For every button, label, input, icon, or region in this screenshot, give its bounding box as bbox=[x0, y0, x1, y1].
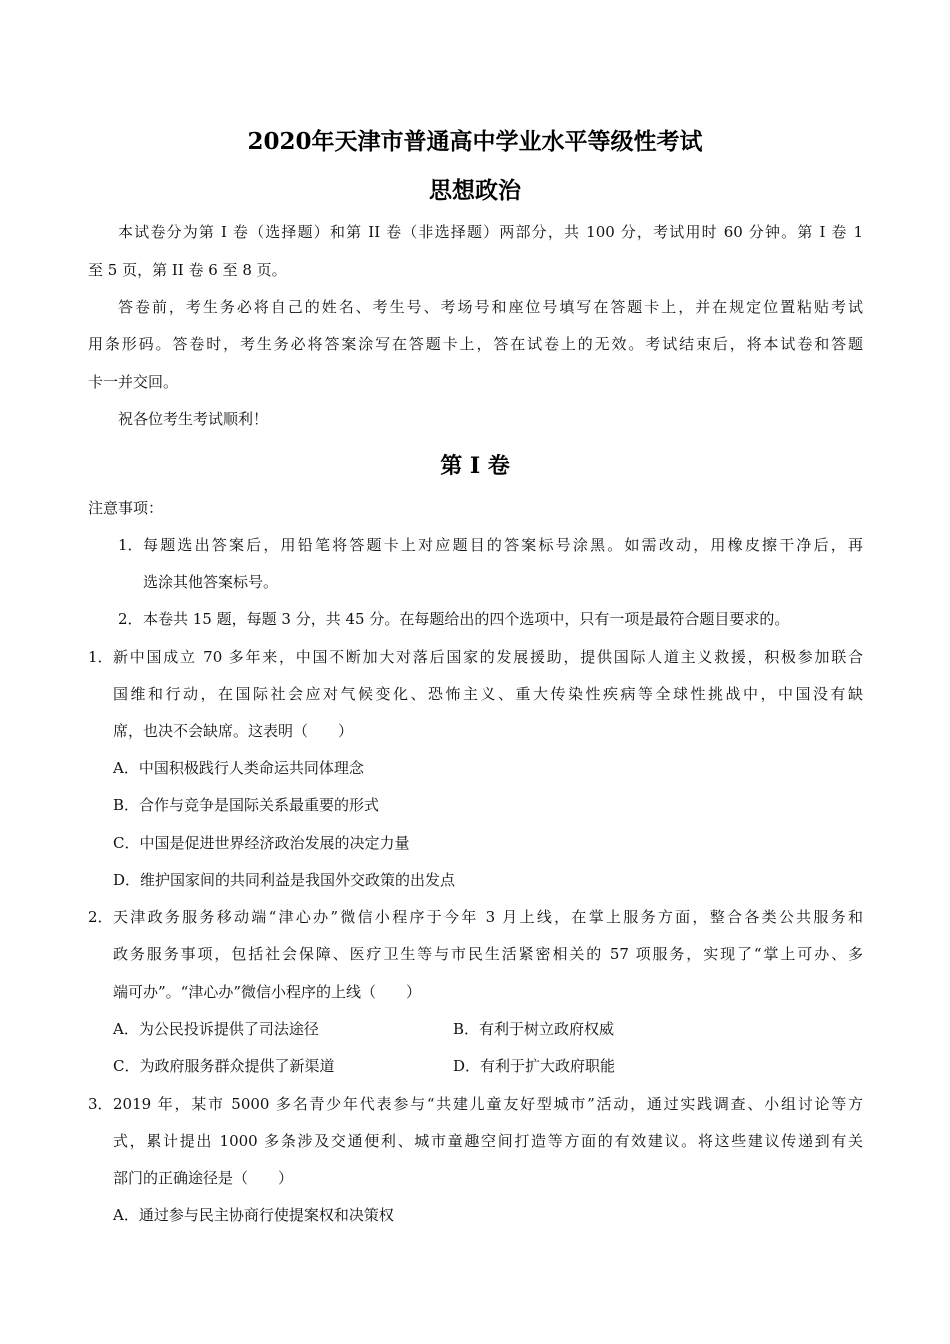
question-2-option-a: A．为公民投诉提供了司法途径 bbox=[113, 1020, 319, 1038]
question-1-line-1: 新中国成立 70 多年来，中国不断加大对落后国家的发展援助，提供国际人道主义救援，积极参加联合 bbox=[113, 648, 863, 666]
note-number: 2． bbox=[118, 610, 143, 628]
question-3-option-a: A．通过参与民主协商行使提案权和决策权 bbox=[113, 1206, 394, 1224]
question-1-option-d: D．维护国家间的共同利益是我国外交政策的出发点 bbox=[113, 871, 456, 889]
intro-paragraph-2-line-1: 答卷前，考生务必将自己的姓名、考生号、考场号和座位号填写在答题卡上，并在规定位置粘贴考试 bbox=[118, 298, 863, 316]
note-1-line-2: 选涂其他答案标号。 bbox=[143, 573, 279, 591]
question-1-option-b: B．合作与竞争是国际关系最重要的形式 bbox=[113, 796, 380, 814]
intro-paragraph-2-line-2: 用条形码。答卷时，考生务必将答案涂写在答题卡上，答在试卷上的无效。考试结束后，将本试卷和答题 bbox=[88, 335, 863, 353]
question-2-line-3: 端可办”。“津心办”微信小程序的上线（ ） bbox=[113, 983, 422, 1001]
question-3-line-1: 2019 年，某市 5000 多名青少年代表参与“共建儿童友好型城市”活动，通过实践调查、小组讨论等方 bbox=[113, 1095, 863, 1113]
question-1-option-a: A．中国积极践行人类命运共同体理念 bbox=[113, 759, 364, 777]
question-1-line-2: 国维和行动，在国际社会应对气候变化、恐怖主义、重大传染性疾病等全球性挑战中，中国没有缺 bbox=[113, 685, 863, 703]
notes-header: 注意事项： bbox=[88, 499, 164, 517]
intro-paragraph-2-line-3: 卡一并交回。 bbox=[88, 373, 179, 391]
section-title: 第 I 卷 bbox=[440, 453, 510, 479]
note-2-line-1: 本卷共 15 题，每题 3 分，共 45 分。在每题给出的四个选项中，只有一项是最符合题目要求的。 bbox=[143, 610, 790, 628]
question-2-option-b: B．有利于树立政府权威 bbox=[453, 1020, 615, 1038]
exam-title: 2020年天津市普通高中学业水平等级性考试 bbox=[247, 128, 703, 155]
question-2-line-1: 天津政务服务移动端“津心办”微信小程序于今年 3 月上线，在掌上服务方面，整合各类公共服务和 bbox=[113, 908, 863, 926]
intro-paragraph-1-line-1: 本试卷分为第 I 卷（选择题）和第 II 卷（非选择题）两部分，共 100 分，考试用时 60 分钟。第 I 卷 1 bbox=[118, 223, 863, 241]
question-number: 3． bbox=[88, 1095, 113, 1113]
question-number: 1． bbox=[88, 648, 113, 666]
question-2-option-c: C．为政府服务群众提供了新渠道 bbox=[113, 1057, 335, 1075]
intro-paragraph-3: 祝各位考生考试顺利！ bbox=[118, 410, 269, 428]
note-1-line-1: 每题选出答案后，用铅笔将答题卡上对应题目的答案标号涂黑。如需改动，用橡皮擦干净后，再 bbox=[143, 536, 863, 554]
question-2-line-2: 政务服务事项，包括社会保障、医疗卫生等与市民生活紧密相关的 57 项服务，实现了“掌上可办、多 bbox=[113, 945, 863, 963]
question-2-option-d: D．有利于扩大政府职能 bbox=[453, 1057, 616, 1075]
question-number: 2． bbox=[88, 908, 113, 926]
question-3-line-3: 部门的正确途径是（ ） bbox=[113, 1169, 294, 1187]
subject-title: 思想政治 bbox=[429, 177, 521, 204]
intro-paragraph-1-line-2: 至 5 页，第 II 卷 6 至 8 页。 bbox=[88, 261, 287, 279]
question-3-line-2: 式，累计提出 1000 多条涉及交通便利、城市童趣空间打造等方面的有效建议。将这些建议传递到有关 bbox=[113, 1132, 863, 1150]
question-1-option-c: C．中国是促进世界经济政治发展的决定力量 bbox=[113, 834, 410, 852]
note-number: 1． bbox=[118, 536, 143, 554]
question-1-line-3: 席，也决不会缺席。这表明（ ） bbox=[113, 722, 354, 740]
